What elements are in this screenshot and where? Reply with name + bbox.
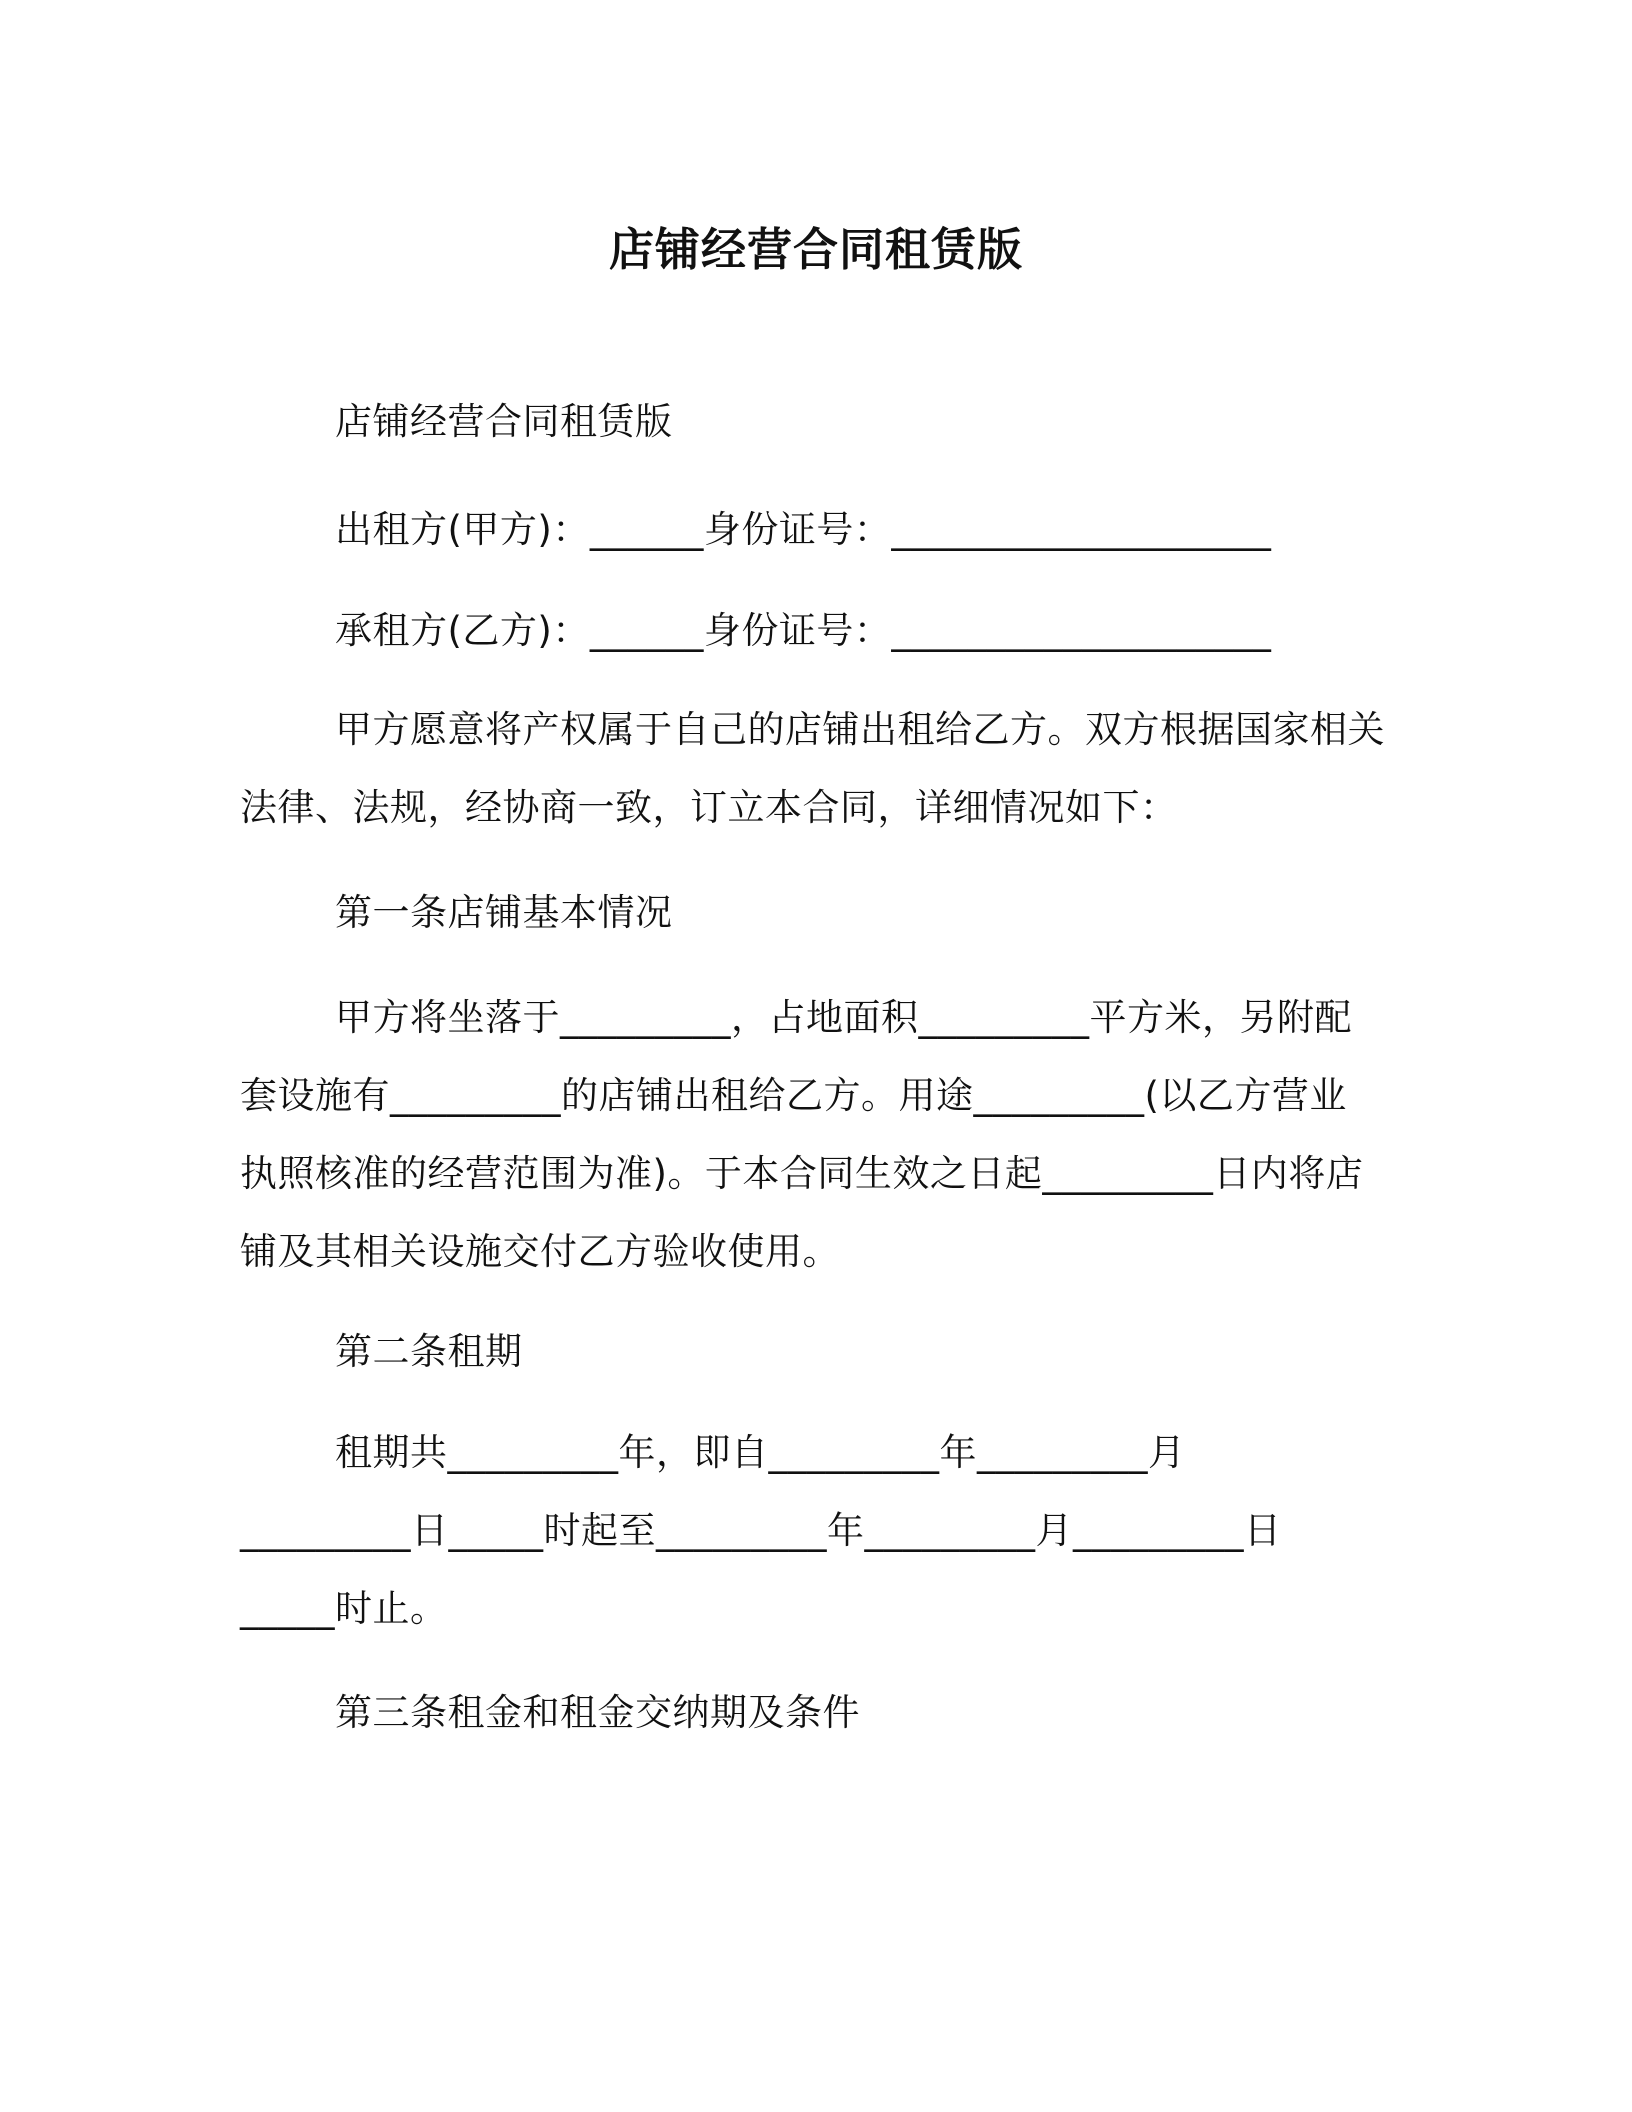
paragraph-line: 甲方愿意将产权属于自己的店铺出租给乙方。双方根据国家相关 xyxy=(335,708,1385,751)
paragraph-line: 套设施有_________的店铺出租给乙方。用途_________(以乙方营业 xyxy=(240,1074,1347,1117)
preamble-paragraph xyxy=(240,691,1390,847)
paragraph-line: 甲方将坐落于_________，占地面积_________平方米，另附配 xyxy=(335,996,1352,1039)
article-2-heading: 第二条租期 xyxy=(335,1330,523,1373)
lessee-line: 承租方(乙方)：______身份证号：____________________ xyxy=(335,609,1272,652)
lessee-block xyxy=(240,592,1390,670)
article-3-heading: 第三条租金和租金交纳期及条件 xyxy=(335,1691,860,1734)
document-title: 店铺经营合同租赁版 xyxy=(608,223,1023,276)
subtitle-block xyxy=(240,383,1390,461)
article-2-paragraph xyxy=(240,1414,1390,1648)
paragraph-line: 法律、法规，经协商一致，订立本合同，详细情况如下： xyxy=(240,786,1178,829)
document-subtitle: 店铺经营合同租赁版 xyxy=(335,400,673,443)
paragraph-line: 铺及其相关设施交付乙方验收使用。 xyxy=(240,1230,840,1273)
paragraph-line: 租期共_________年，即自_________年_________月 xyxy=(335,1431,1186,1474)
article-1-heading: 第一条店铺基本情况 xyxy=(335,891,673,934)
paragraph-line: _____时止。 xyxy=(240,1587,448,1630)
article-1-paragraph xyxy=(240,979,1390,1291)
paragraph-line: 执照核准的经营范围为准)。于本合同生效之日起_________日内将店 xyxy=(240,1152,1364,1195)
article-2-heading-block xyxy=(240,1313,1390,1391)
paragraph-line: _________日_____时起至_________年_________月_________日 xyxy=(240,1509,1282,1552)
article-1-heading-block xyxy=(240,874,1390,952)
article-3-heading-block xyxy=(240,1674,1390,1752)
lessor-block xyxy=(240,491,1390,569)
lessor-line: 出租方(甲方)：______身份证号：____________________ xyxy=(335,508,1272,551)
